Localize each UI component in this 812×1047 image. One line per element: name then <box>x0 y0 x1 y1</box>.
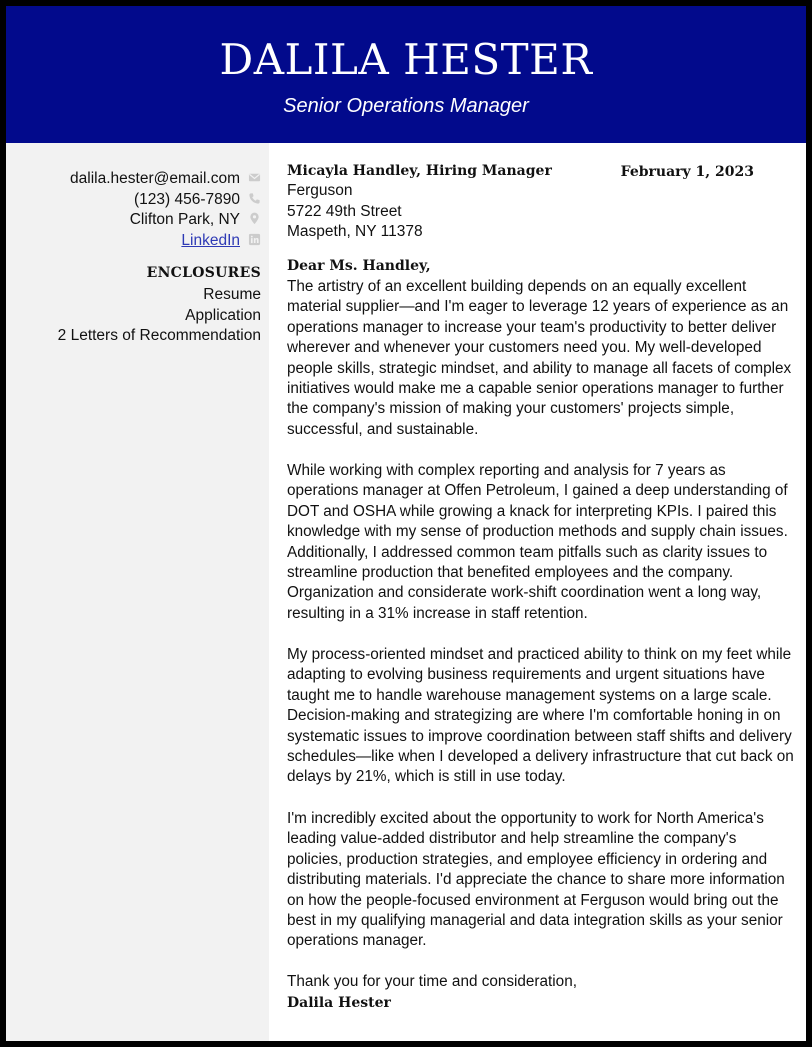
closing-line: Thank you for your time and consideration, <box>287 973 577 990</box>
enclosure-item: 2 Letters of Recommendation <box>57 327 261 344</box>
sidebar <box>6 143 269 1041</box>
envelope-icon <box>248 171 261 184</box>
contact-email[interactable] <box>11 169 261 189</box>
enclosures-heading: ENCLOSURES <box>146 265 261 281</box>
linkedin-icon <box>248 233 261 246</box>
email-text: dalila.hester@email.com <box>70 170 240 187</box>
header-banner <box>6 6 806 143</box>
recipient-company: Ferguson <box>287 182 353 199</box>
contact-phone[interactable] <box>11 190 261 210</box>
signature-block <box>287 972 577 1013</box>
recipient-street: 5722 49th Street <box>287 202 402 220</box>
contact-linkedin[interactable] <box>11 231 261 251</box>
signature-name: Dalila Hester <box>287 994 391 1011</box>
body-paragraph: While working with complex reporting and analysis for 7 years as operations manager at Offen Petroleum, I gained a deep understanding of DOT and OSHA while growing a knack for interpreting KPIs. I paired this knowledge with my sense of production methods and supply chain issues. Additionally, I addressed common team pitfalls such as clarity issues to streamline production that benefited employees and the company. Organization and considerate work-shift coordination went a long way, resulting in a 31% increase in staff retention. <box>287 462 788 622</box>
salutation: Dear Ms. Handley, <box>287 258 431 274</box>
recipient-name: Micayla Handley, Hiring Manager <box>287 163 552 179</box>
contact-location <box>11 210 261 230</box>
location-pin-icon <box>248 212 261 225</box>
phone-text: (123) 456-7890 <box>134 191 240 208</box>
enclosure-item: Application <box>185 307 261 324</box>
recipient-city: Maspeth, NY 11378 <box>287 223 423 240</box>
recipient-block <box>287 161 627 243</box>
applicant-name: DALILA HESTER <box>219 35 593 84</box>
letter-date: February 1, 2023 <box>620 164 754 180</box>
body-paragraph: My process-oriented mindset and practiced ability to think on my feet while adapting to evolving business requirements and urgent situations have taught me to handle warehouse management systems on a large scale. Decision-making and strategizing are where I'm comfortable honing in on systematic issues to improve coordination between staff shifts and delivery schedules—like when I developed a delivery infrastructure that cut back on delays by 21%, which is still in use today. <box>287 646 794 786</box>
applicant-title: Senior Operations Manager <box>283 95 529 117</box>
body-paragraph: I'm incredibly excited about the opportunity to work for North America's leading value-added distributor and help streamline the company's policies, production strategies, and employee efficiency in ordering and distributing materials. I'd appreciate the chance to share more information on how the people-focused environment at Ferguson would bring out the best in my qualifying managerial and data integration skills as your senior operations manager. <box>287 810 785 950</box>
body-paragraph: The artistry of an excellent building depends on an equally excellent material supplier—and I'm eager to leverage 12 years of experience as an operations manager to increase your team's productivity to better deliver wherever and whenever your customers need you. My well-developed people skills, strategic mindset, and ability to manage all facets of complex initiatives would make me a capable senior operations manager to further the company's mission of making your customers' projects simple, successful, and sustainable. <box>287 278 792 438</box>
enclosure-item: Resume <box>203 286 261 303</box>
resume-page <box>6 6 806 1041</box>
phone-icon <box>248 192 261 205</box>
location-text: Clifton Park, NY <box>129 211 240 228</box>
linkedin-link[interactable]: LinkedIn <box>181 232 240 249</box>
